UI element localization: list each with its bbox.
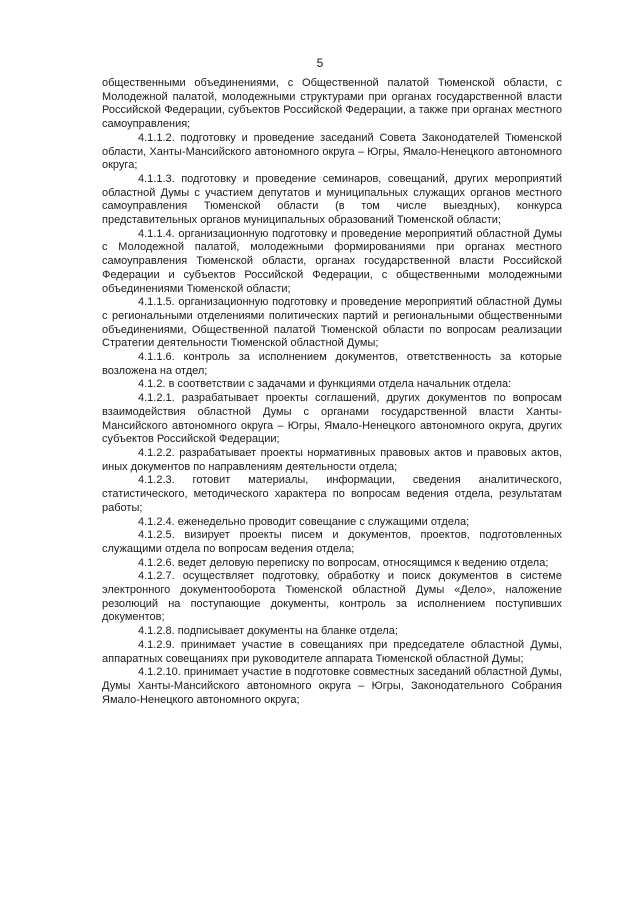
paragraph: 4.1.2.6. ведет деловую переписку по вопросам, относящимся к ведению отдела; — [138, 556, 549, 569]
page-number: 5 — [316, 56, 324, 70]
paragraph: 4.1.2.9. принимает участие в совещаниях при председателе областной Думы, аппаратных совещаниях при руководителе аппарата Тюменской областной Думы; — [102, 638, 562, 665]
paragraph: 4.1.1.4. организационную подготовку и проведение мероприятий областной Думы с Молодежной палатой, молодежными формированиями при органах местного самоуправления Тюменской области, органах государственной власти Российской Федерации и субъектов Российской Федерации, с общественными молодежными объединениями Тюменской области; — [102, 227, 562, 295]
paragraph: 4.1.1.2. подготовку и проведение заседаний Совета Законодателей Тюменской области, Ханты-Мансийского автономного округа – Югры, Ямало-Ненецкого автономного округа; — [102, 131, 562, 172]
paragraph: 4.1.1.6. контроль за исполнением документов, ответственность за которые возложена на отдел; — [102, 351, 562, 377]
paragraph: 4.1.2.4. еженедельно проводит совещание с служащими отдела; — [138, 515, 470, 528]
paragraph: 4.1.2.10. принимает участие в подготовке совместных заседаний областной Думы, Думы Ханты-Мансийского автономного округа – Югры, Законодательного Собрания Ямало-Ненецкого автономного округа; — [102, 666, 562, 706]
paragraph: 4.1.2.3. готовит материалы, информации, сведения аналитического, статистического, методического характера по вопросам ведения отдела, результатам работы; — [102, 474, 562, 514]
paragraph: 4.1.2. в соответствии с задачами и функциями отдела начальник отдела: — [138, 378, 512, 391]
paragraph: 4.1.2.8. подписывает документы на бланке отдела; — [138, 625, 398, 638]
document-body — [102, 77, 562, 707]
paragraph: 4.1.2.1. разрабатывает проекты соглашений, других документов по вопросам взаимодействия областной Думы с органами государственной власти Ханты-Мансийского автономного округа – Югры, Ямало-Ненецкого автономного округа, других субъектов Российской Федерации; — [102, 392, 562, 446]
paragraph: 4.1.2.2. разрабатывает проекты нормативных правовых актов и правовых актов, иных документов по направлениям деятельности отдела; — [102, 446, 562, 473]
paragraph: общественными объединениями, с Общественной палатой Тюменской области, с Молодежной палатой, молодежными структурами при органах государственной власти Российской Федерации, субъектов Российской Федерации, а также при органах местного самоуправления; — [102, 77, 562, 131]
paragraph: 4.1.2.7. осуществляет подготовку, обработку и поиск документов в системе электронного документооборота Тюменской областной Думы «Дело», наложение резолюций на поступающие документы, контроль за исполнением поступивших документов; — [102, 570, 562, 624]
paragraph: 4.1.1.5. организационную подготовку и проведение мероприятий областной Думы с региональными отделениями политических партий и региональными общественными объединениями, Общественной палатой Тюменской области по вопросам реализации Стратегии деятельности Тюменской областной Думы; — [102, 296, 562, 350]
paragraph: 4.1.2.5. визирует проекты писем и документов, проектов, подготовленных служащими отдела по вопросам ведения отдела; — [102, 529, 562, 555]
paragraph: 4.1.1.3. подготовку и проведение семинаров, совещаний, других мероприятий областной Думы с участием депутатов и муниципальных служащих органов местного самоуправления Тюменской области (в том числе выездных), конкурса представительных органов муниципальных образований Тюменской области; — [102, 172, 562, 227]
